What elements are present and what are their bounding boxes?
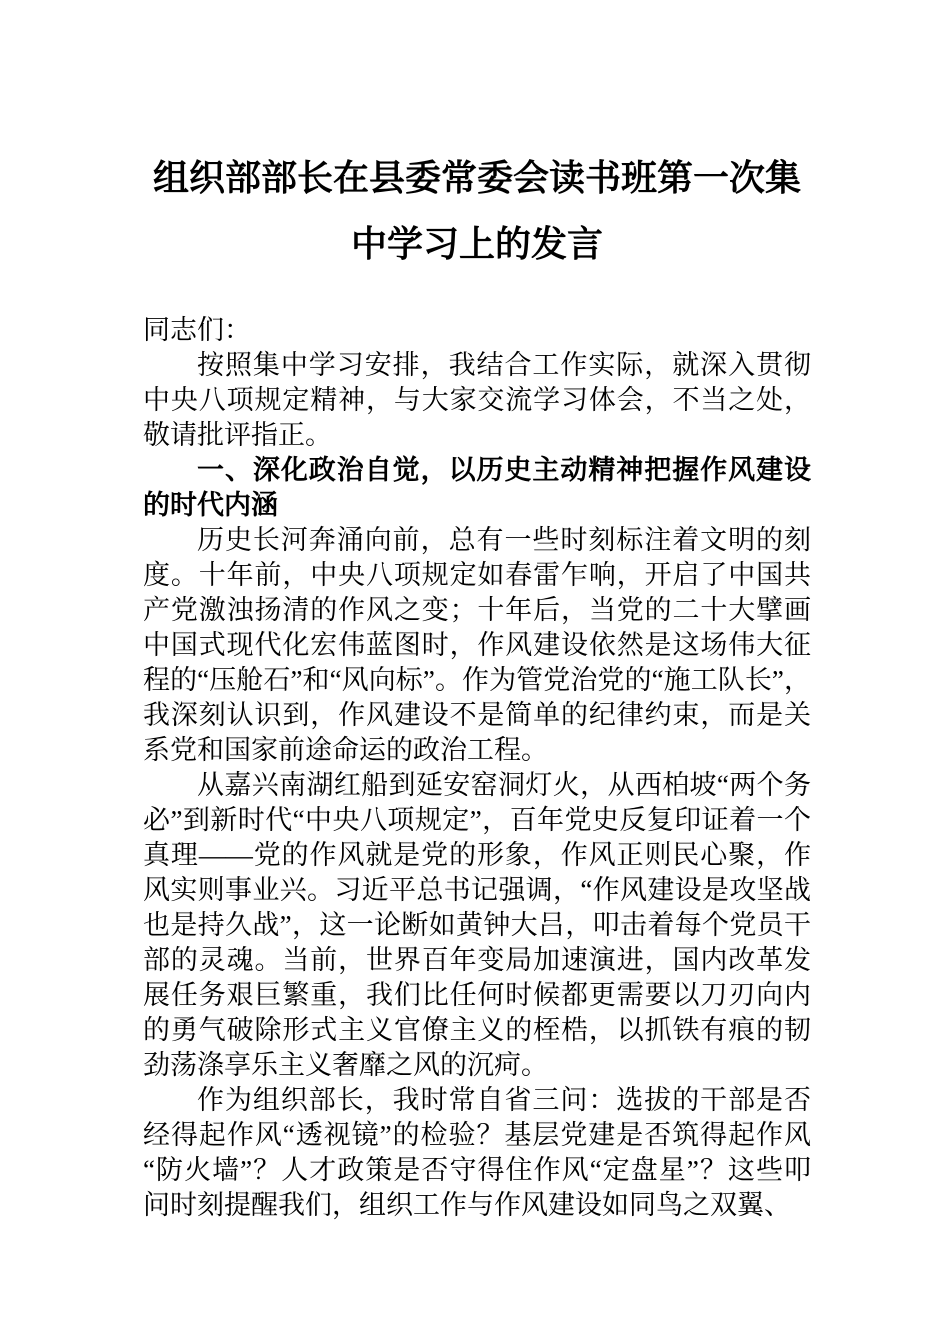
section-heading-one: 一、深化政治自觉，以历史主动精神把握作风建设的时代内涵 bbox=[143, 455, 811, 520]
paragraph-history-river: 历史长河奔涌向前，总有一些时刻标注着文明的刻度。十年前，中央八项规定如春雷乍响，开启了中国共产党激浊扬清的作风之变；十年后，当党的二十大擘画中国式现代化宏伟蓝图时，作风建设依然是这场伟大征程的“压舱石”和“风向标”。作为管党治党的“施工队长”，我深刻认识到，作风建设不是简单的纪律约束，而是关系党和国家前途命运的政治工程。 bbox=[143, 525, 811, 765]
salutation-line: 同志们： bbox=[143, 315, 251, 345]
paragraph-opening-remarks: 按照集中学习安排，我结合工作实际，就深入贯彻中央八项规定精神，与大家交流学习体会，不当之处，敬请批评指正。 bbox=[143, 350, 811, 450]
document-title: 组织部部长在县委常委会读书班第一次集中学习上的发言 bbox=[152, 158, 801, 264]
paragraph-party-tradition: 从嘉兴南湖红船到延安窑洞灯火，从西柏坡“两个务必”到新时代“中央八项规定”，百年党史反复印证着一个真理——党的作风就是党的形象，作风正则民心聚，作风实则事业兴。习近平总书记强调，“作风建设是攻坚战也是持久战”，这一论断如黄钟大吕，叩击着每个党员干部的灵魂。当前，世界百年变局加速演进，国内改革发展任务艰巨繁重，我们比任何时候都更需要以刀刃向内的勇气破除形式主义官僚主义的桎梏，以抓铁有痕的韧劲荡涤享乐主义奢靡之风的沉疴。 bbox=[143, 770, 811, 1080]
paragraph-three-questions: 作为组织部长，我时常自省三问：选拔的干部是否经得起作风“透视镜”的检验？基层党建是否筑得起作风“防火墙”？人才政策是否守得住作风“定盘星”？这些叩问时刻提醒我们，组织工作与作风建设如同鸟之双翼、 bbox=[143, 1085, 811, 1220]
